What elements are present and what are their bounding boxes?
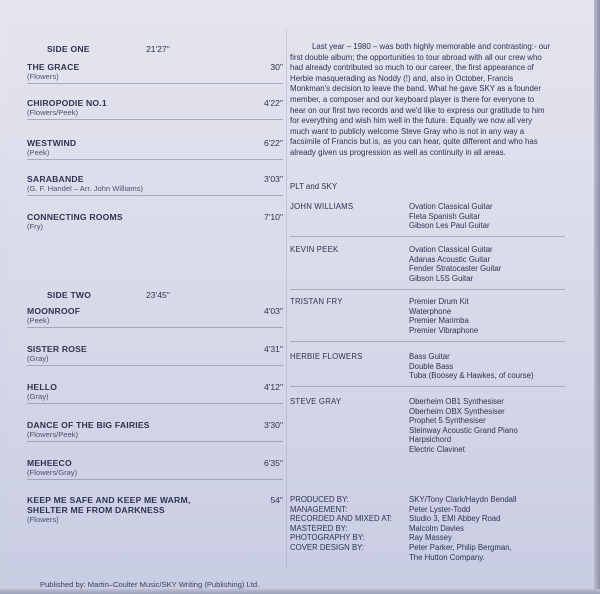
side-one-total-time: 21'27" xyxy=(146,44,170,54)
notes-signoff: PLT and SKY xyxy=(290,182,338,191)
track-rule xyxy=(27,119,283,120)
credit-label: COVER DESIGN BY: xyxy=(290,542,365,552)
instrument-item: Electric Clavinet xyxy=(409,444,465,454)
track-credit: (Peek) xyxy=(27,148,50,157)
credit-label: PRODUCED BY: xyxy=(290,495,349,504)
member-rule xyxy=(290,236,565,237)
track-time: 7'10" xyxy=(263,212,283,222)
instrument-item: Fender Stratocaster Guitar xyxy=(409,264,502,274)
track-row xyxy=(27,212,283,231)
credit-label: PHOTOGRAPHY BY: xyxy=(290,533,365,543)
track-credit: (G. F. Handel – Arr. John Williams) xyxy=(27,184,144,193)
track-row xyxy=(27,138,283,157)
instrument-item: Premier Vibraphone xyxy=(409,325,479,335)
side-two-total-time: 23'45" xyxy=(146,290,170,300)
track-title: KEEP ME SAFE AND KEEP ME WARM, SHELTER ME FROM DARKNESS xyxy=(27,495,191,515)
member-name: STEVE GRAY xyxy=(290,397,342,406)
instrument-item: Oberheim OBX Synthesiser xyxy=(409,406,505,416)
credit-value: The Hutton Company. xyxy=(409,552,485,562)
credit-value: Studio 3, EMI Abbey Road xyxy=(409,514,501,524)
track-row xyxy=(27,306,283,325)
instrument-item: Prophet 5 Synthesiser xyxy=(409,416,486,426)
member-name: KEVIN PEEK xyxy=(290,245,339,254)
instrument-item: Fleta Spanish Guitar xyxy=(409,211,481,221)
member-rule xyxy=(290,341,565,342)
member-instruments xyxy=(409,245,501,283)
track-rule xyxy=(27,83,283,84)
track-title: CONNECTING ROOMS xyxy=(27,212,123,222)
member-rule xyxy=(290,386,565,387)
credit-value: Ray Massey xyxy=(409,533,452,543)
track-row xyxy=(27,62,283,81)
track-title: DANCE OF THE BIG FAIRIES xyxy=(27,420,150,430)
member-name: JOHN WILLIAMS xyxy=(290,202,354,211)
track-time: 4'12" xyxy=(263,382,283,392)
track-credit: (Flowers) xyxy=(27,515,59,524)
track-title: SISTER ROSE xyxy=(27,344,87,354)
track-time: 4'31" xyxy=(263,344,283,354)
track-rule xyxy=(27,195,283,196)
track-credit: (Flowers/Peek) xyxy=(27,108,79,117)
track-time: 3'30" xyxy=(263,420,283,430)
track-title: SARABANDE xyxy=(27,174,84,184)
instrument-item: Steinway Acoustic Grand Piano xyxy=(409,425,518,435)
credit-label: MANAGEMENT: xyxy=(290,504,348,514)
track-row xyxy=(27,495,283,524)
track-credit: (Fry) xyxy=(27,222,44,231)
member-name: HERBIE FLOWERS xyxy=(290,352,363,361)
instrument-item: Gibson Les Paul Guitar xyxy=(409,221,490,231)
track-rule xyxy=(27,403,283,404)
track-title: MEHEECO xyxy=(27,458,72,468)
track-credit: (Flowers/Gray) xyxy=(27,468,78,477)
track-time: 54" xyxy=(270,495,283,505)
instrument-item: Oberheim OB1 Synthesiser xyxy=(409,397,504,406)
member-name: TRISTAN FRY xyxy=(290,297,343,306)
track-rule xyxy=(27,479,283,480)
track-credit: (Flowers) xyxy=(27,72,59,81)
track-credit: (Gray) xyxy=(27,392,49,401)
credit-value: SKY/Tony Clark/Haydn Bendall xyxy=(409,495,517,504)
track-time: 4'22" xyxy=(263,98,283,108)
side-one-heading: SIDE ONE xyxy=(47,44,90,54)
track-row xyxy=(27,458,283,477)
track-row xyxy=(27,382,283,401)
track-time: 3'03" xyxy=(263,174,283,184)
track-title: CHIROPODIE NO.1 xyxy=(27,98,107,108)
instrument-item: Gibson L5S Guitar xyxy=(409,273,474,283)
member-rule xyxy=(290,289,565,290)
member-instruments xyxy=(409,352,534,381)
sleeve-edge-bottom xyxy=(0,589,600,594)
track-title: THE GRACE xyxy=(27,62,80,72)
instrument-item: Double Bass xyxy=(409,361,454,371)
sleeve-edge-right xyxy=(594,0,600,594)
liner-notes: Last year – 1980 – was both highly memorable and contrasting:- our first double album; the opportunities to tour abroad with all our crew who had already contributed so much to our career, the first appearance of Herbie masquerading as Noddy (!) and, also in October, Francis Monkman's decision to leave the band. What he gave SKY as a founder member, a composer and our keyboard player is there for everyone to hear on our first two records and we'd like to express our gratitude to him for everything and wish him well in the future. Equally we now all very much want to publicly welcome Steve Gray who is not in any way a facsimile of Francis but is, as you can hear, quite different and who has already given us progression as well as continuity in all areas. xyxy=(290,42,551,157)
track-time: 4'03" xyxy=(263,306,283,316)
side-two-heading: SIDE TWO xyxy=(47,290,92,300)
member-instruments xyxy=(409,202,493,231)
credit-value: Peter Parker, Philip Bergman, xyxy=(409,542,512,552)
track-rule xyxy=(27,441,283,442)
track-time: 6'22" xyxy=(263,138,283,148)
instrument-item: Premier Drum Kit xyxy=(409,297,469,306)
column-divider xyxy=(286,30,287,570)
instrument-item: Harpsichord xyxy=(409,435,452,445)
credit-label: RECORDED AND MIXED AT: xyxy=(290,514,393,524)
track-title: MOONROOF xyxy=(27,306,81,316)
instrument-item: Ovation Classical Guitar xyxy=(409,202,493,211)
track-credit: (Gray) xyxy=(27,354,49,363)
member-instruments xyxy=(409,397,518,455)
instrument-item: Premier Marimba xyxy=(409,316,469,326)
instrument-item: Waterphone xyxy=(409,306,452,316)
production-labels xyxy=(290,495,392,553)
track-title: HELLO xyxy=(27,382,58,392)
track-credit: (Peek) xyxy=(27,316,50,325)
instrument-item: Bass Guitar xyxy=(409,352,450,361)
track-time: 30" xyxy=(270,62,283,72)
track-row xyxy=(27,344,283,363)
credit-value: Peter Lyster-Todd xyxy=(409,504,471,514)
track-rule xyxy=(27,327,283,328)
track-row xyxy=(27,420,283,439)
track-rule xyxy=(27,365,283,366)
track-row xyxy=(27,98,283,117)
production-values xyxy=(409,495,516,562)
instrument-item: Adanas Acoustic Guitar xyxy=(409,254,491,264)
instrument-item: Ovation Classical Guitar xyxy=(409,245,493,254)
track-time: 6'35" xyxy=(263,458,283,468)
track-row xyxy=(27,174,283,193)
member-instruments xyxy=(409,297,478,335)
track-title: WESTWIND xyxy=(27,138,77,148)
credit-label: MASTERED BY: xyxy=(290,523,348,533)
instrument-item: Tuba (Boosey & Hawkes, of course) xyxy=(409,371,534,381)
publisher-credit: Published by: Martin–Coulter Music/SKY Writing (Publishing) Ltd. xyxy=(40,580,260,589)
track-credit: (Flowers/Peek) xyxy=(27,430,79,439)
track-rule xyxy=(27,159,283,160)
credit-value: Malcolm Davies xyxy=(409,523,465,533)
